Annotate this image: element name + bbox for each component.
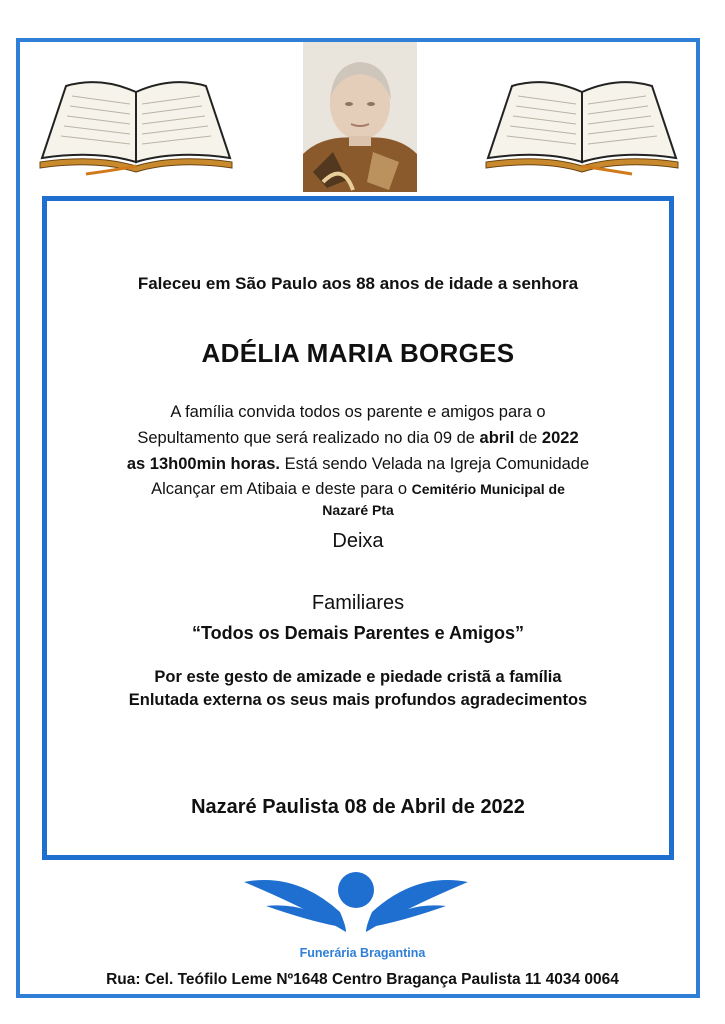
inner-border — [42, 196, 674, 860]
deceased-portrait — [303, 42, 417, 192]
burial-year: 2022 — [541, 429, 579, 447]
burial-month: abril — [479, 429, 515, 447]
invitation-line: A família convida todos os parente e amigos para o — [170, 403, 546, 421]
invitation-line — [47, 455, 669, 474]
family-heading: Familiares — [311, 592, 405, 614]
thanks-line: Enlutada externa os seus mais profundos agradecimentos — [128, 691, 588, 709]
deceased-name: ADÉLIA MARIA BORGES — [201, 338, 515, 368]
thanks-line: Por este gesto de amizade e piedade cristã a família — [154, 668, 562, 686]
funeral-home-logo — [236, 868, 476, 940]
leaves-heading: Deixa — [332, 530, 384, 552]
company-name: Funerária Bragantina — [299, 946, 426, 960]
cemetery-location: Nazaré Pta — [322, 502, 394, 518]
company-address: Rua: Cel. Teófilo Leme Nº1648 Centro Bragança Paulista 11 4034 0064 — [106, 971, 619, 988]
invitation-text: Sepultamento que será realizado no dia 09 de — [137, 429, 480, 447]
burial-time: as 13h00min horas. — [126, 455, 281, 473]
death-announcement-intro: Faleceu em São Paulo aos 88 anos de idade a senhora — [137, 274, 579, 293]
open-bible-icon — [482, 66, 682, 176]
open-bible-icon — [36, 66, 236, 176]
invitation-text: Alcançar em Atibaia e deste para o — [151, 480, 412, 498]
invitation-text: de — [514, 429, 542, 447]
relatives-quote: “Todos os Demais Parentes e Amigos” — [191, 623, 525, 643]
invitation-line — [47, 480, 669, 499]
place-and-date: Nazaré Paulista 08 de Abril de 2022 — [191, 796, 525, 818]
cemetery-name: Cemitério Municipal de — [411, 481, 565, 497]
invitation-text: Está sendo Velada na Igreja Comunidade — [280, 455, 590, 473]
invitation-line — [47, 429, 669, 448]
